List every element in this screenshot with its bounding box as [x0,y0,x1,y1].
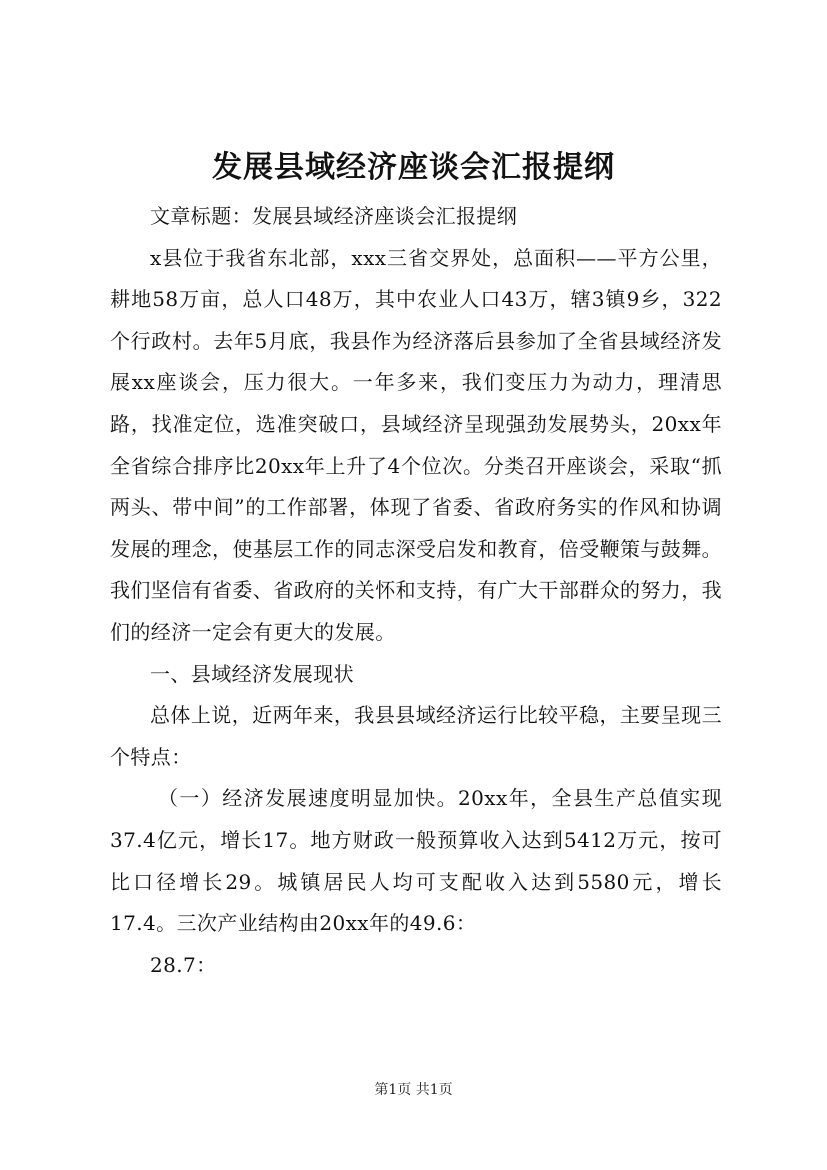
overview-paragraph: 总体上说，近两年来，我县县域经济运行比较平稳，主要呈现三个特点： [110,703,722,769]
ratio-continuation: 28.7： [150,952,217,977]
subsection-paragraph: （一）经济发展速度明显加快。20xx年，全县生产总值实现37.4亿元，增长17。地方财政一般预算收入达到5412万元，按可比口径增长29。城镇居民人均可支配收入达到5580元，增长17.4。三次产业结构由20xx年的49.6： [110,786,722,936]
section-heading: 一、县域经济发展现状 [150,661,354,686]
document-body [110,196,722,986]
document-title: 发展县域经济座谈会汇报提纲 [212,150,615,185]
page-footer: 第1页 共1页 [374,1082,453,1098]
article-title-line: 文章标题：发展县域经济座谈会汇报提纲 [150,204,518,228]
intro-paragraph: x县位于我省东北部，xxx三省交界处，总面积——平方公里，耕地58万亩，总人口48万，其中农业人口43万，辖3镇9乡，322个行政村。去年5月底，我县作为经济落后县参加了全省县域经济发展xx座谈会，压力很大。一年多来，我们变压力为动力，理清思路，找准定位，选准突破口，县域经济呈现强劲发展势头，20xx年全省综合排序比20xx年上升了4个位次。分类召开座谈会，采取“抓两头、带中间”的工作部署，体现了省委、省政府务实的作风和协调发展的理念，使基层工作的同志深受启发和教育，倍受鞭策与鼓舞。我们坚信有省委、省政府的关怀和支持，有广大干部群众的努力，我们的经济一定会有更大的发展。 [110,245,722,644]
